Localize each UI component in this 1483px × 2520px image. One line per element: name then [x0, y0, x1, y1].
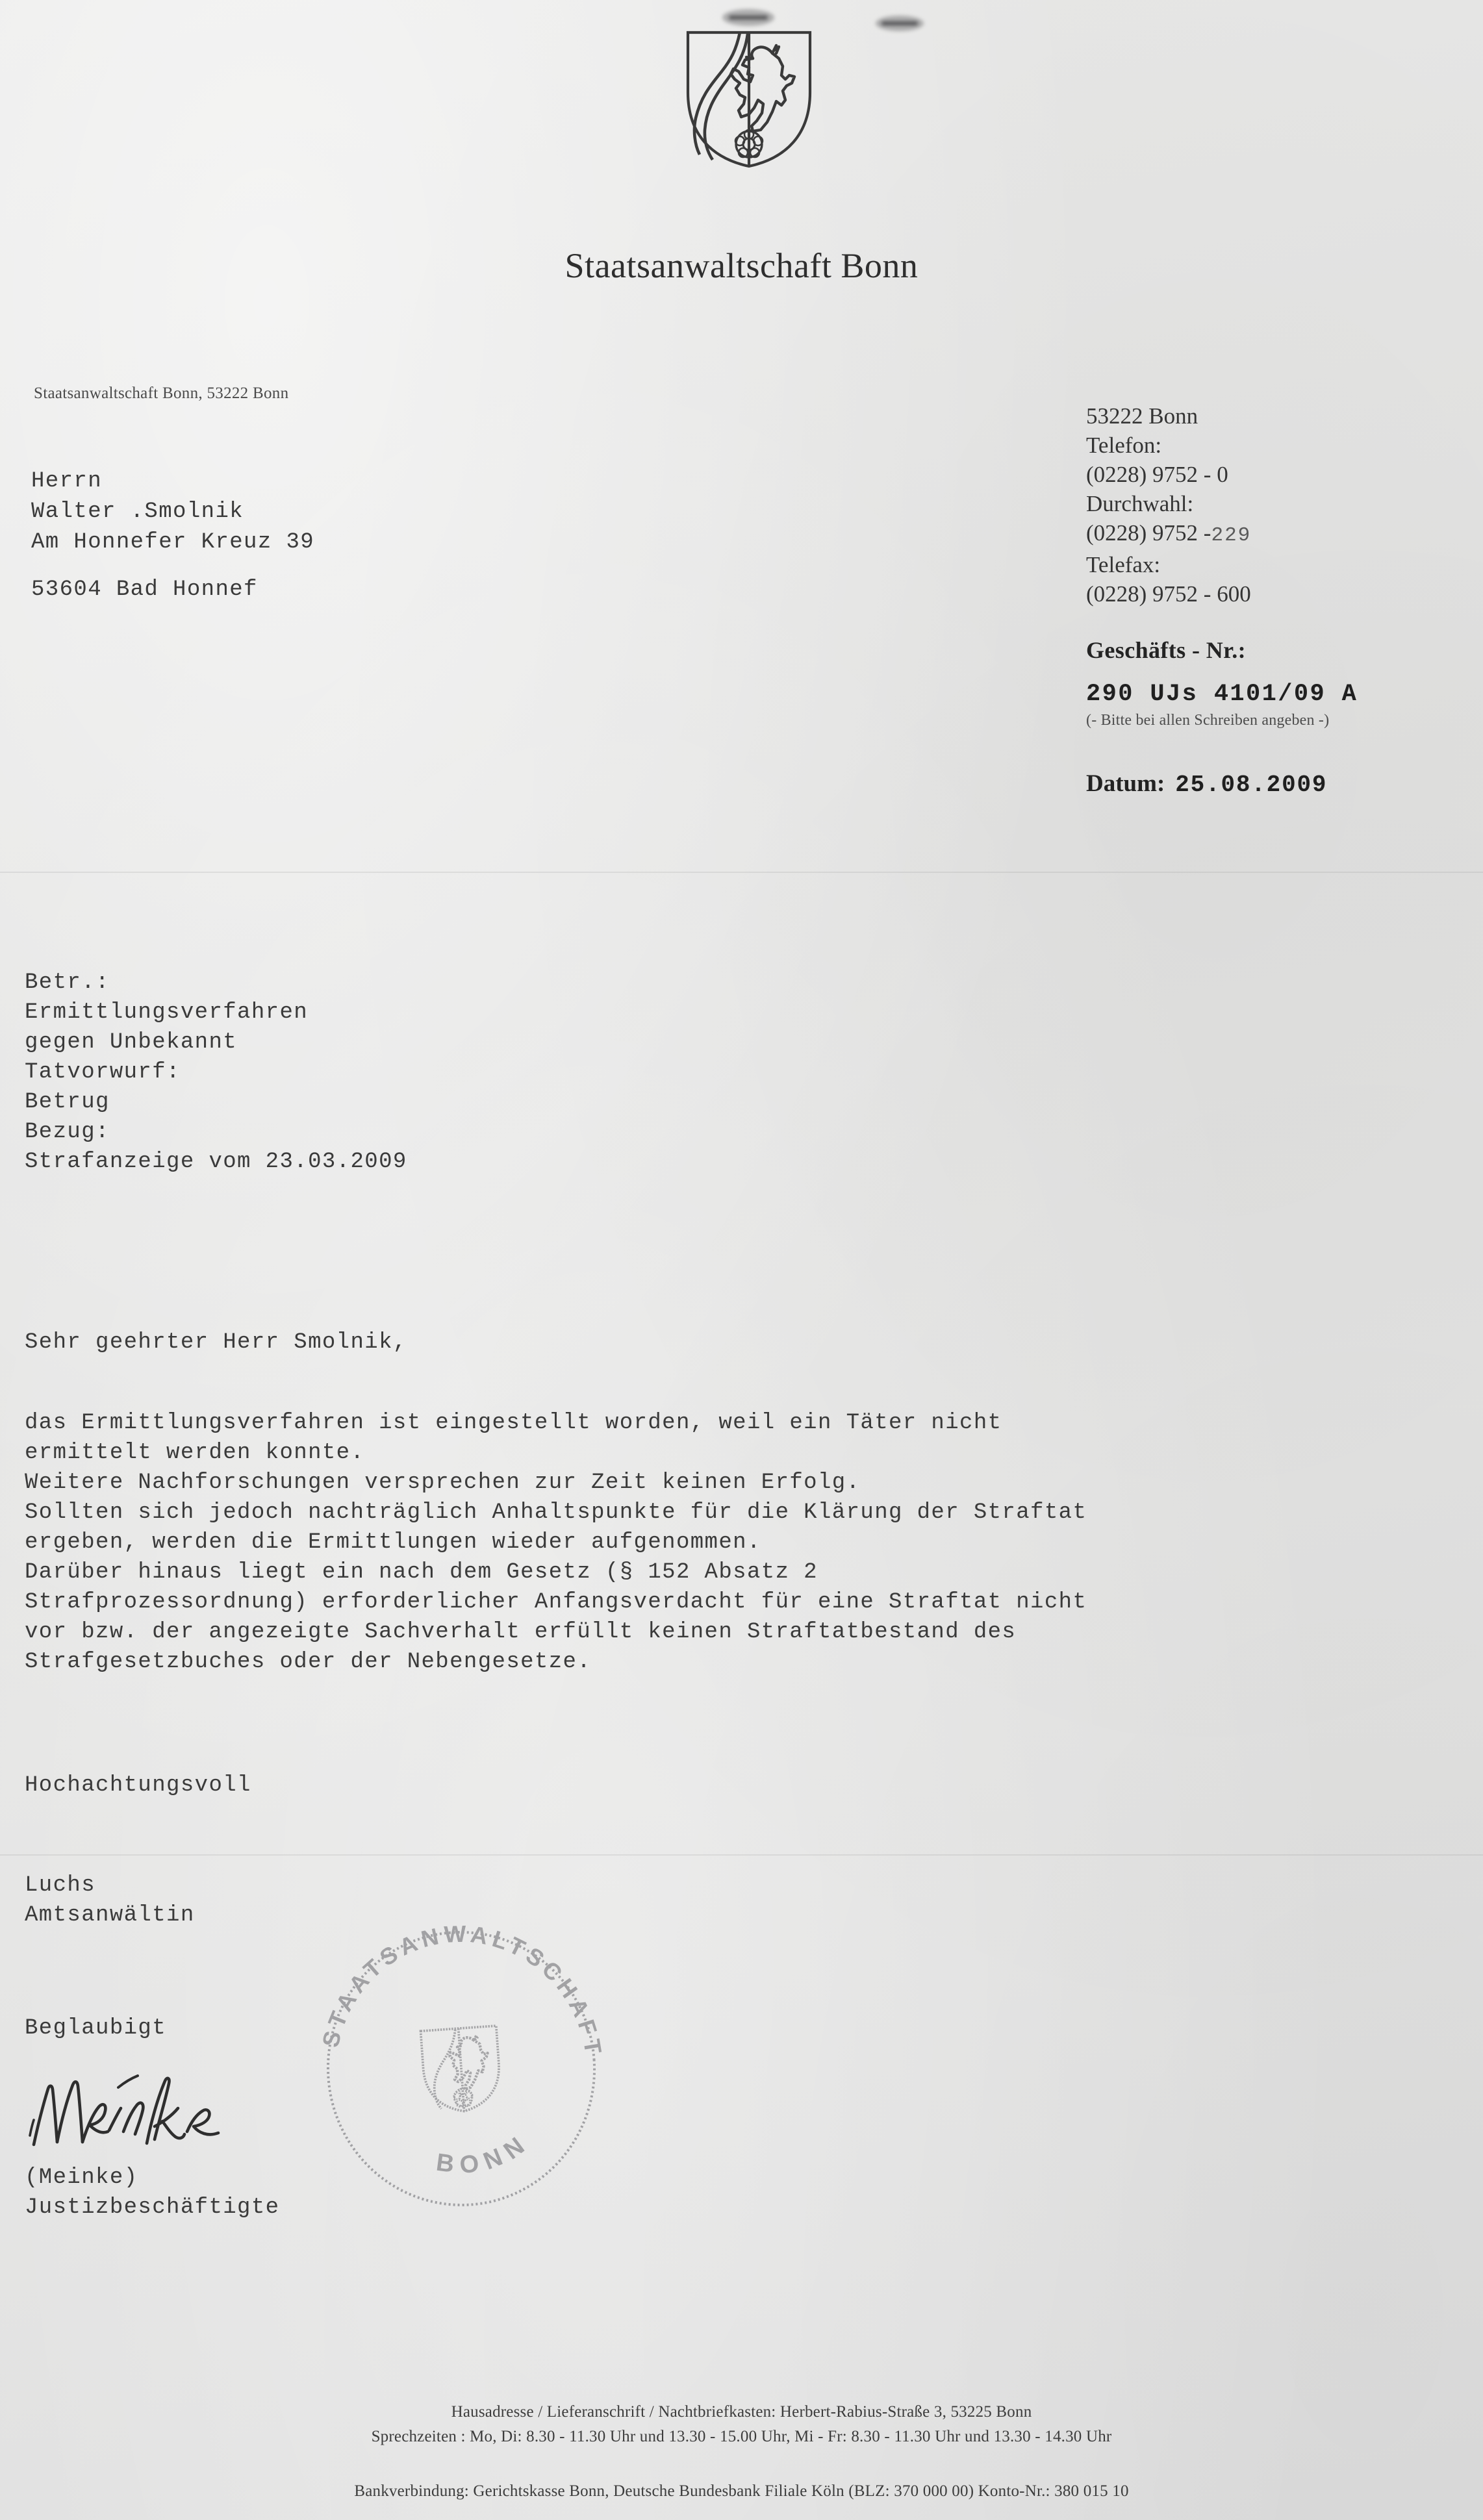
recipient-city: 53604 Bad Honnef	[31, 577, 258, 602]
authority-contact-block	[1086, 401, 1251, 609]
recipient-address-block	[31, 466, 314, 605]
contact-direct-prefix: (0228) 9752 -	[1086, 520, 1211, 546]
letter-closing	[25, 1773, 251, 1798]
svg-text:BONN	[431, 2127, 537, 2182]
letter-salutation	[25, 1330, 407, 1355]
contact-direct-label: Durchwahl:	[1086, 491, 1194, 516]
case-reference-label: Geschäfts - Nr.:	[1086, 637, 1247, 663]
contact-phone-value: (0228) 9752 - 0	[1086, 462, 1228, 487]
svg-text:STAATSANWALTSCHAFT	[309, 1910, 607, 2078]
page-footer	[0, 2403, 1483, 2501]
handwritten-signature	[26, 2059, 234, 2156]
subject-line: Strafanzeige vom 23.03.2009	[25, 1150, 407, 1174]
contact-phone-label: Telefon:	[1086, 433, 1162, 458]
subject-line: Ermittlungsverfahren	[25, 1000, 309, 1025]
body-line: ermittelt werden konnte.	[25, 1441, 365, 1465]
contact-direct-row	[1086, 518, 1251, 550]
stamp-ring-text-top: STAATSANWALTSCHAFT	[316, 1920, 608, 2061]
page-title: Staatsanwaltschaft Bonn	[564, 246, 919, 285]
recipient-salutation: Herrn	[31, 469, 103, 494]
contact-direct-extension: 229	[1211, 524, 1252, 547]
stamp-ring-text-bottom: BONN	[434, 2128, 536, 2180]
certifier-printed-name: (Meinke)	[25, 2165, 138, 2190]
body-line: Darüber hinaus liegt ein nach dem Gesetz (§ 152 Absatz 2	[25, 1560, 818, 1585]
signer-title: Amtsanwältin	[25, 1903, 195, 1928]
subject-line: Tatvorwurf:	[25, 1060, 181, 1085]
footer-bank-details-line: Bankverbindung: Gerichtskasse Bonn, Deutsche Bundesbank Filiale Köln (BLZ: 370 000 00) Konto-Nr.: 380 015 10	[354, 2482, 1129, 2500]
footer-office-hours-line: Sprechzeiten : Mo, Di: 8.30 - 11.30 Uhr und 13.30 - 15.00 Uhr, Mi - Fr: 8.30 - 11.30 Uhr und 13.30 - 14.30 Uhr	[371, 2428, 1112, 2445]
body-line: Weitere Nachforschungen versprechen zur Zeit keinen Erfolg.	[25, 1470, 861, 1495]
letter-salutation-text: Sehr geehrter Herr Smolnik,	[25, 1330, 407, 1355]
certifier-name-block	[25, 2163, 279, 2223]
certification-label: Beglaubigt	[25, 2016, 167, 2041]
paper-crease-upper	[0, 872, 1483, 873]
body-line: Sollten sich jedoch nachträglich Anhaltspunkte für die Klärung der Straftat	[25, 1500, 1087, 1525]
footer-address-line: Hausadresse / Lieferanschrift / Nachtbriefkasten: Herbert-Rabius-Straße 3, 53225 Bonn	[451, 2403, 1032, 2421]
subject-block	[25, 968, 407, 1177]
letter-date-label: Datum:	[1086, 770, 1165, 797]
paper-crease-lower	[0, 1854, 1483, 1856]
recipient-street: Am Honnefer Kreuz 39	[31, 530, 315, 555]
coat-of-arms-nrw	[671, 19, 827, 175]
body-line: vor bzw. der angezeigte Sachverhalt erfüllt keinen Straftatbestand des	[25, 1620, 1017, 1644]
case-reference-block	[1086, 636, 1358, 729]
letter-body	[25, 1408, 1087, 1677]
certification-block	[25, 2013, 166, 2043]
body-line: ergeben, werden die Ermittlungen wieder aufgenommen.	[25, 1530, 761, 1555]
contact-fax-label: Telefax:	[1086, 552, 1161, 577]
signer-block	[25, 1871, 195, 1930]
certifier-printed-title: Justizbeschäftigte	[25, 2195, 280, 2220]
body-line: Strafgesetzbuches oder der Nebengesetze.	[25, 1650, 592, 1674]
subject-line: Betrug	[25, 1090, 110, 1115]
sender-return-address: Staatsanwaltschaft Bonn, 53222 Bonn	[34, 384, 289, 402]
subject-line: gegen Unbekannt	[25, 1030, 238, 1055]
staple-mark-right	[876, 16, 924, 31]
letter-closing-text: Hochachtungsvoll	[25, 1773, 251, 1798]
subject-label: Betr.:	[25, 970, 110, 995]
case-reference-note: (- Bitte bei allen Schreiben angeben -)	[1086, 712, 1330, 729]
case-reference-number: 290 UJs 4101/09 A	[1086, 681, 1358, 708]
letter-date-row	[1086, 770, 1327, 798]
contact-fax-value: (0228) 9752 - 600	[1086, 581, 1251, 607]
letter-date-value: 25.08.2009	[1175, 772, 1328, 798]
official-round-stamp	[285, 1902, 637, 2236]
contact-postcode-city: 53222 Bonn	[1086, 403, 1198, 429]
signer-name: Luchs	[25, 1873, 96, 1898]
body-line: Strafprozessordnung) erforderlicher Anfangsverdacht für eine Straftat nicht	[25, 1590, 1087, 1615]
recipient-name: Walter .Smolnik	[31, 499, 244, 524]
body-line: das Ermittlungsverfahren ist eingestellt worden, weil ein Täter nicht	[25, 1411, 1002, 1435]
subject-line: Bezug:	[25, 1120, 110, 1144]
